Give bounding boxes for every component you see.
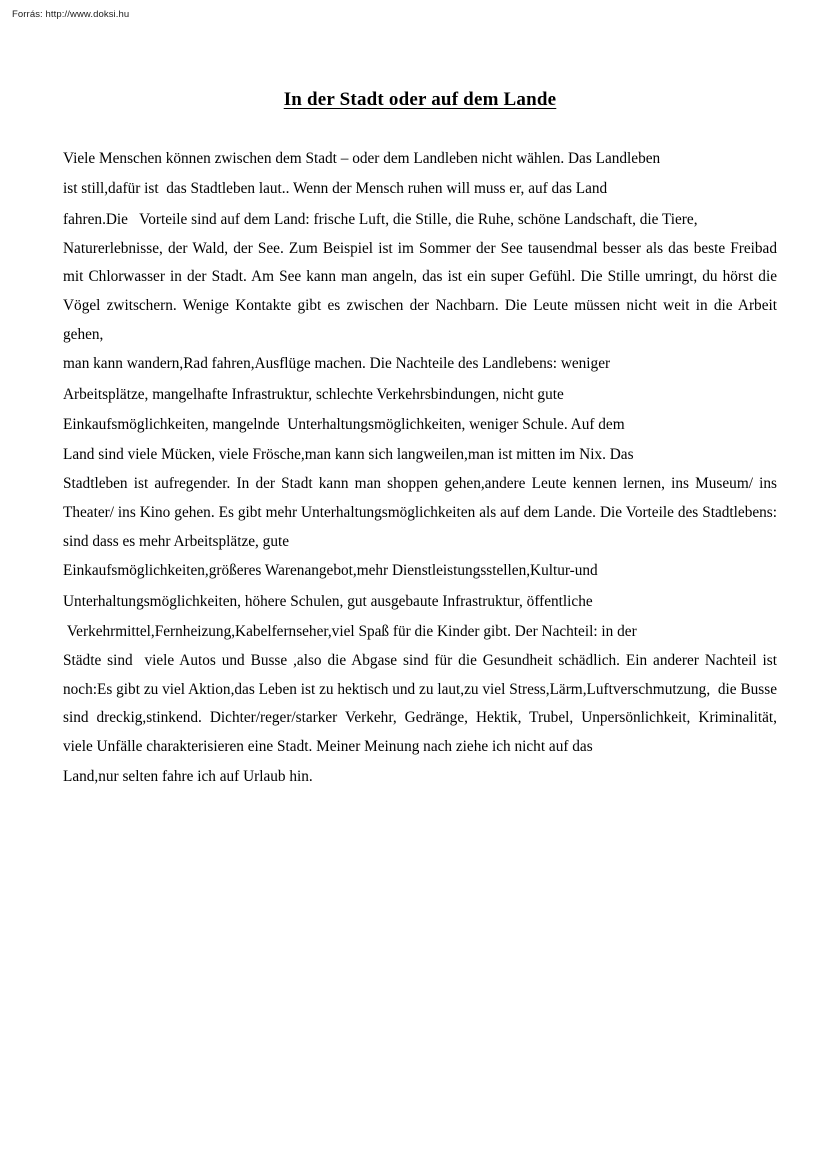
paragraph-line: Viele Menschen können zwischen dem Stadt – oder dem Landleben nicht wählen. Das Landleben <box>63 150 661 167</box>
document-body <box>63 88 781 792</box>
paragraph-justified: Naturerlebnisse, der Wald, der See. Zum Beispiel ist im Sommer der See tausendmal besser als das beste Freibad mit Chlorwasser in der Stadt. Am See kann man angeln, das ist ein super Gefühl. Die Stille umringt, du hörst die Vögel zwitschern. Wenige Kontakte gibt es zwischen der Nachbarn. Die Leute müssen nicht weit in die Arbeit gehen, <box>63 239 781 343</box>
paragraph-justified: Städte sind viele Autos und Busse ,also die Abgase sind für die Gesundheit schädlich. Ein anderer Nachteil ist noch:Es gibt zu viel Aktion,das Leben ist zu hektisch und zu laut,zu viel Stress,Lärm,Luftverschmutzung, die Busse sind dreckig,stinkend. Dichter/reger/starker Verkehr, Gedränge, Hektik, Trubel, Unpersönlichkeit, Kriminalität, viele Unfälle charakterisieren eine Stadt. Meiner Meinung nach ziehe ich nicht auf das <box>63 652 781 755</box>
paragraph-line: fahren.Die Vorteile sind auf dem Land: frische Luft, die Stille, die Ruhe, schöne Landschaft, die Tiere, <box>63 210 698 228</box>
source-watermark-header: Forrás: http://www.doksi.hu <box>12 9 130 20</box>
paragraph-line: Einkaufsmöglichkeiten, mangelnde Unterhaltungsmöglichkeiten, weniger Schule. Auf dem <box>63 415 625 433</box>
paragraph-justified: Stadtleben ist aufregender. In der Stadt kann man shoppen gehen,andere Leute kennen lernen, ins Museum/ ins Theater/ ins Kino gehen. Es gibt mehr Unterhaltungsmöglichkeiten als auf dem Lande. Die Vorteile des Stadtlebens: sind dass es mehr Arbeitsplätze, gute <box>63 475 781 550</box>
paragraph-line: Arbeitsplätze, mangelhafte Infrastruktur, schlechte Verkehrsbindungen, nicht gute <box>63 385 564 403</box>
paragraph-line: Verkehrmittel,Fernheizung,Kabelfernseher,viel Spaß für die Kinder gibt. Der Nachteil: in der <box>63 622 637 640</box>
page-title-text: In der Stadt oder auf dem Lande <box>283 89 557 110</box>
paragraph-line: Land,nur selten fahre ich auf Urlaub hin. <box>63 767 313 785</box>
paragraph-line: Land sind viele Mücken, viele Frösche,man kann sich langweilen,man ist mitten im Nix. Das <box>63 446 634 464</box>
paragraph-line: Einkaufsmöglichkeiten,größeres Warenangebot,mehr Dienstleistungsstellen,Kultur-und <box>63 562 598 580</box>
paragraph-line: Unterhaltungsmöglichkeiten, höhere Schulen, gut ausgebaute Infrastruktur, öffentliche <box>63 592 593 610</box>
paragraph-line: man kann wandern,Rad fahren,Ausflüge machen. Die Nachteile des Landlebens: weniger <box>63 355 611 373</box>
page-title <box>63 88 777 112</box>
paragraph-line: ist still,dafür ist das Stadtleben laut.. Wenn der Mensch ruhen will muss er, auf das Land <box>63 180 608 198</box>
